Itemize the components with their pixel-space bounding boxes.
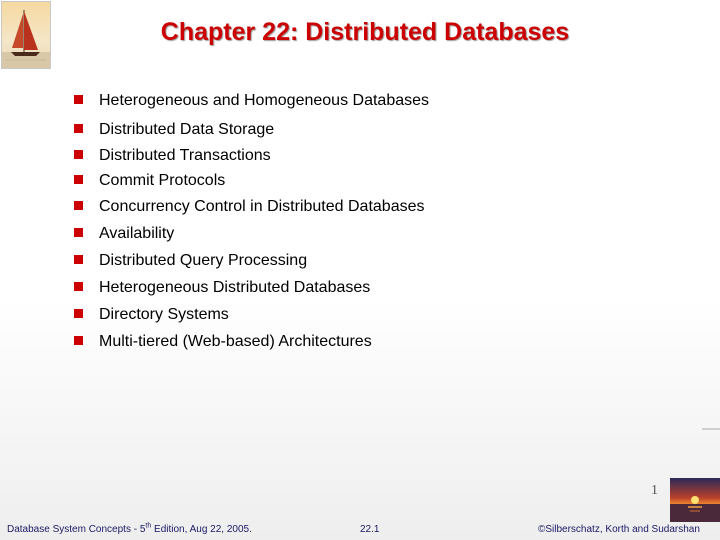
- page-number: 1: [651, 483, 658, 498]
- list-item: Directory Systems: [74, 304, 229, 326]
- list-item: Availability: [74, 223, 174, 245]
- square-bullet-icon: [74, 255, 83, 264]
- list-item: Commit Protocols: [74, 170, 225, 192]
- square-bullet-icon: [74, 175, 83, 184]
- list-item: Concurrency Control in Distributed Databases: [74, 196, 424, 218]
- square-bullet-icon: [74, 336, 83, 345]
- list-item: Distributed Transactions: [74, 145, 271, 167]
- square-bullet-icon: [74, 228, 83, 237]
- square-bullet-icon: [74, 150, 83, 159]
- footer-slide-ref: 22.1: [360, 524, 380, 535]
- square-bullet-icon: [74, 201, 83, 210]
- decorative-dash: [702, 428, 720, 430]
- square-bullet-icon: [74, 124, 83, 133]
- footer-copyright: ©Silberschatz, Korth and Sudarshan: [538, 524, 700, 535]
- slide-title: Chapter 22: Distributed Databases: [160, 18, 570, 46]
- list-item: Distributed Query Processing: [74, 250, 307, 272]
- footer-book-title: Database System Concepts - 5th Edition, Aug 22, 2005.: [7, 522, 252, 535]
- list-item: Distributed Data Storage: [74, 119, 274, 141]
- list-item: Multi-tiered (Web-based) Architectures: [74, 331, 372, 353]
- square-bullet-icon: [74, 95, 83, 104]
- sunset-logo-icon: [670, 478, 720, 522]
- square-bullet-icon: [74, 309, 83, 318]
- list-item: Heterogeneous Distributed Databases: [74, 277, 370, 299]
- square-bullet-icon: [74, 282, 83, 291]
- list-item: Heterogeneous and Homogeneous Databases: [74, 90, 429, 112]
